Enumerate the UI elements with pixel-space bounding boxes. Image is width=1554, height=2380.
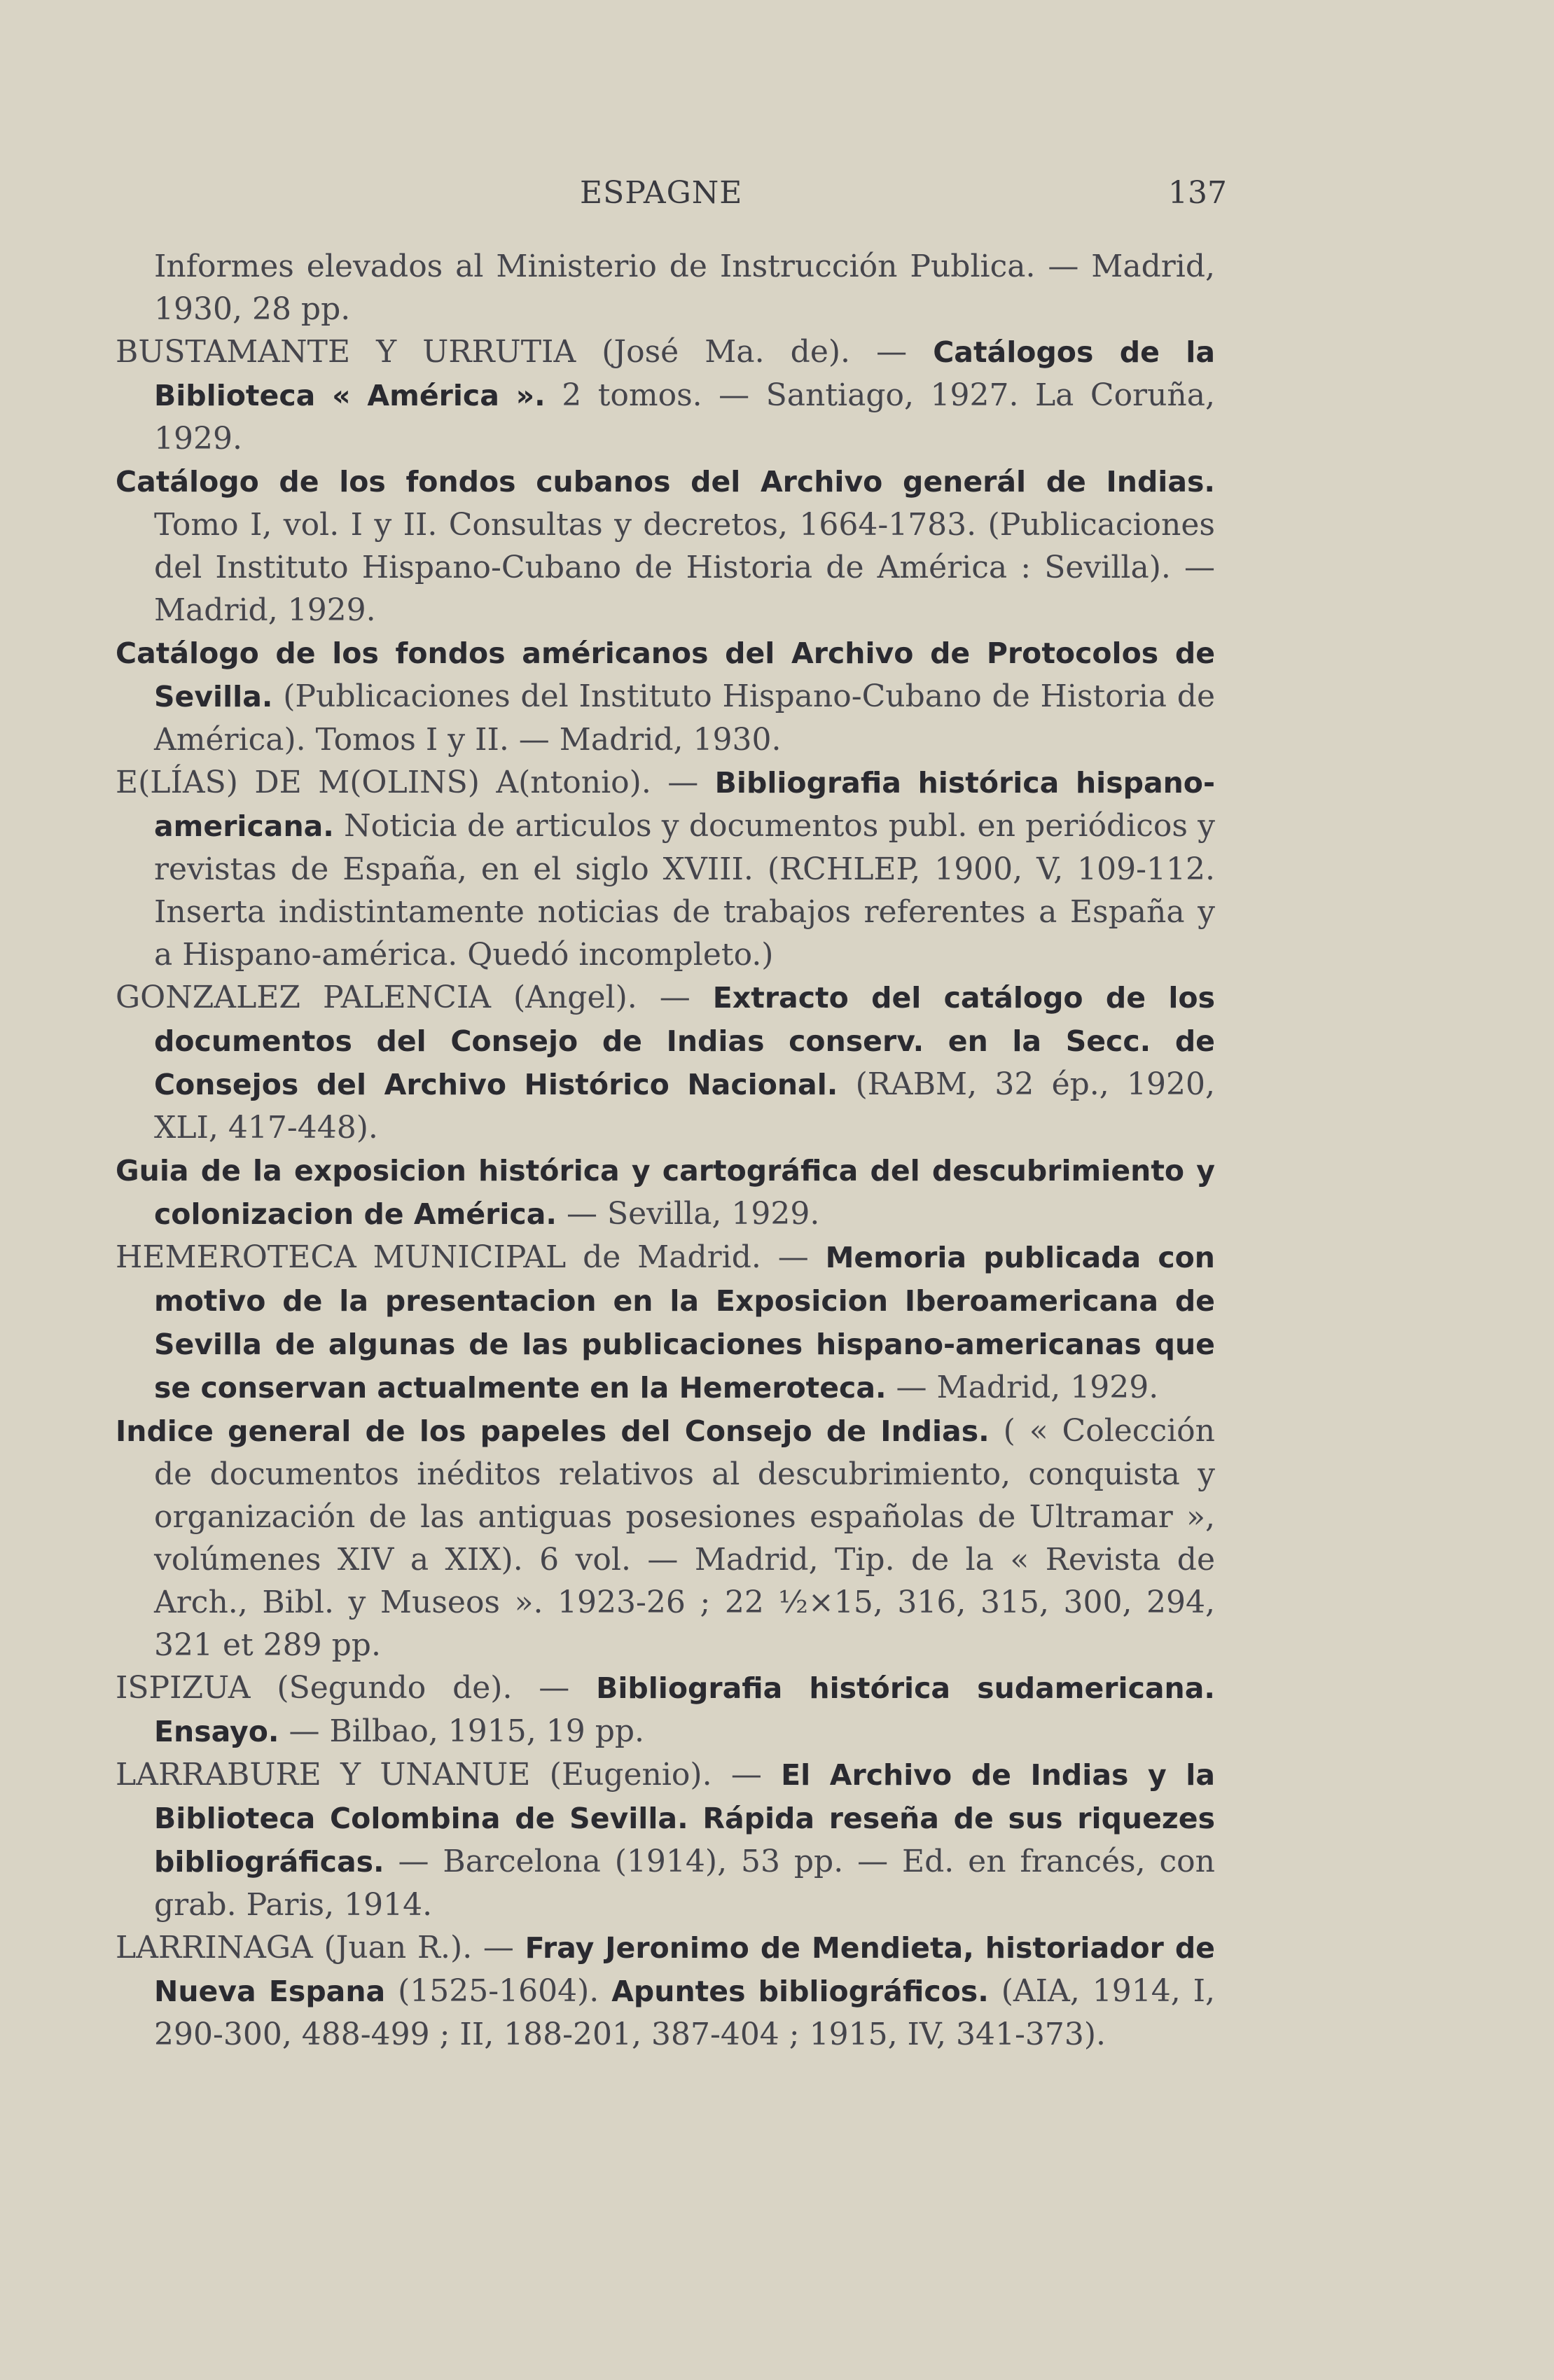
bibliography-entry: [116, 1236, 1215, 1410]
entry-text: — Madrid, 1929.: [886, 1370, 1159, 1405]
entry-text: (1525-1604).: [385, 1973, 612, 2009]
entry-title: Catálogo de los fondos cubanos del Archivo generál de Indias.: [116, 465, 1215, 499]
entry-text: (Publicaciones del Instituto Hispano-Cubano de Historia de América). Tomos I y II. — Madrid, 1930.: [154, 678, 1215, 758]
entry-title: Catálogo de los fondos américanos del Archivo de Protocolos de Sevilla.: [116, 636, 1215, 714]
bibliography-entry: [116, 1926, 1215, 2056]
entry-title: El Archivo de Indias y la Biblioteca Colombina de Sevilla. Rápida reseña de sus riquezes bibliográficas.: [154, 1758, 1216, 1879]
entry-title: Catálogos de la Biblioteca « América ».: [154, 335, 1215, 412]
bibliography-entry: [116, 460, 1215, 632]
entry-title: Memoria publicada con motivo de la presentacion en la Exposicion Iberoamericana de Sevilla de algunas de las publicaciones hispano-americanas que se conservan actualmente en la Hemeroteca.: [154, 1241, 1215, 1405]
bibliography-entry: [116, 1666, 1215, 1753]
entry-title: Guia de la exposicion histórica y cartográfica del descubrimiento y colonizacion de América.: [116, 1154, 1215, 1231]
entry-title: Bibliografia histórica sudamericana. Ensayo.: [154, 1671, 1215, 1748]
entry-title: Apuntes bibliográficos.: [611, 1975, 989, 2008]
bibliography-entry: [116, 1410, 1215, 1666]
entry-text: 2 tomos. — Santiago, 1927. La Coruña, 1929.: [154, 377, 1215, 457]
bibliography-entry: [116, 976, 1215, 1149]
entry-text: ( « Colección de documentos inéditos relativos al descubrimiento, conquista y organización de las antiguas posesiones españolas de Ultramar », volúmenes XIV a XIX). 6 vol. — Madrid, Tip. de la « Revista de Arch., Bibl. y Museos ». 1923-26 ; 22 ½×15, 316, 315, 300, 294, 321 et 289 pp.: [154, 1413, 1215, 1663]
running-head-title: ESPAGNE: [580, 175, 743, 211]
bibliography-list: [116, 245, 1215, 2056]
bibliography-entry: [116, 632, 1215, 761]
entry-text: ISPIZUA (Segundo de). —: [116, 1670, 597, 1706]
bibliography-entry: [116, 330, 1215, 460]
entry-text: HEMEROTECA MUNICIPAL de Madrid. —: [116, 1239, 826, 1275]
entry-title: Bibliografia histórica hispano-americana.: [154, 766, 1215, 843]
entry-text: LARRABURE Y UNANUE (Eugenio). —: [116, 1757, 782, 1793]
entry-text: Noticia de articulos y documentos publ. en periódicos y revistas de España, en el siglo XVIII. (RCHLEP, 1900, V, 109-112. Inserta indistintamente noticias de trabajos referentes a España y a Hispano-américa. Quedó incompleto.): [154, 808, 1215, 973]
entry-text: GONZALEZ PALENCIA (Angel). —: [116, 980, 713, 1015]
entry-text: Informes elevados al Ministerio de Instrucción Publica. — Madrid, 1930, 28 pp.: [154, 249, 1215, 327]
entry-title: Indice general de los papeles del Consejo de Indias.: [116, 1414, 990, 1448]
bibliography-entry: [116, 1753, 1215, 1926]
entry-text: Tomo I, vol. I y II. Consultas y decretos, 1664-1783. (Publicaciones del Instituto Hispano-Cubano de Historia de América : Sevilla). — Madrid, 1929.: [154, 507, 1215, 628]
page-number: 137: [1168, 175, 1227, 211]
entry-title: Extracto del catálogo de los documentos del Consejo de Indias conserv. en la Secc. de Consejos del Archivo Histórico Nacional.: [154, 981, 1215, 1101]
entry-text: LARRINAGA (Juan R.). —: [116, 1930, 525, 1965]
entry-text: — Bilbao, 1915, 19 pp.: [279, 1713, 645, 1749]
entry-title: Fray Jeronimo de Mendieta, historiador de Nueva Espana: [154, 1931, 1215, 2008]
bibliography-entry: [116, 761, 1215, 976]
bibliography-entry: [116, 245, 1215, 330]
running-head: [0, 175, 1554, 217]
entry-text: (RABM, 32 ép., 1920, XLI, 417-448).: [154, 1066, 1215, 1146]
entry-text: — Barcelona (1914), 53 pp. — Ed. en francés, con grab. Paris, 1914.: [154, 1844, 1215, 1923]
bibliography-entry: [116, 1149, 1215, 1236]
entry-text: — Sevilla, 1929.: [556, 1196, 820, 1232]
entry-text: E(LÍAS) DE M(OLINS) A(ntonio). —: [116, 765, 715, 800]
entry-text: (AIA, 1914, I, 290-300, 488-499 ; II, 188-201, 387-404 ; 1915, IV, 341-373).: [154, 1973, 1215, 2052]
entry-text: BUSTAMANTE Y URRUTIA (José Ma. de). —: [116, 334, 934, 370]
